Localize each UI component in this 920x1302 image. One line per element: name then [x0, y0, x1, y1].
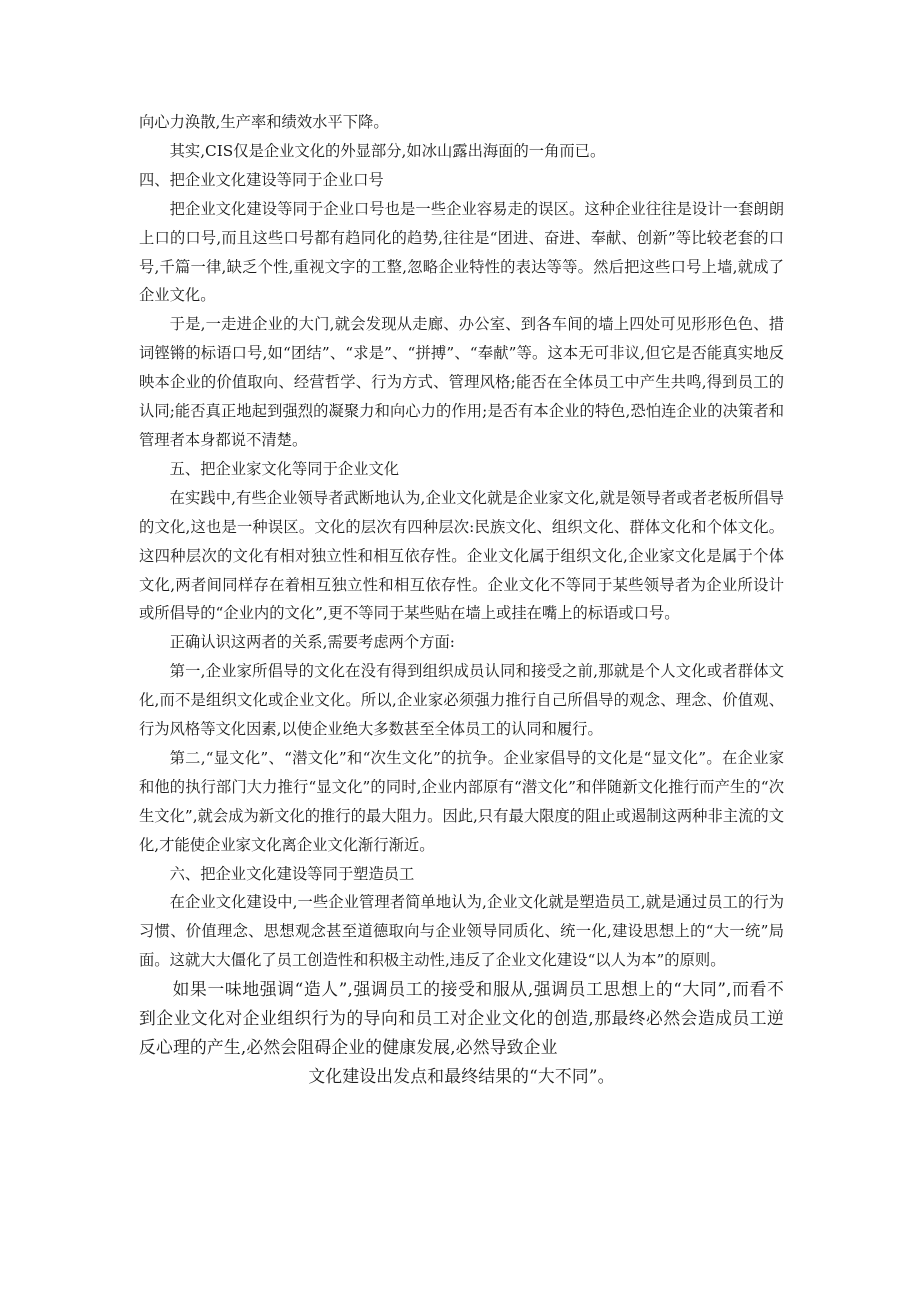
paragraph-cis: 其实,CIS仅是企业文化的外显部分,如冰山露出海面的一角而已。 — [169, 141, 606, 160]
paragraph-second-aspect: 第二,“显文化”、“潜文化”和“次生文化”的抗争。企业家倡导的文化是“显文化”。在企业家和他的执行部门大力推行“显文化”的同时,企业内部原有“潜文化”和伴随新文化推行而产生的“次生文化”,就会成为新文化的推行的最大阻力。因此,只有最大限度的阻止或遏制这两种非主流的文化,才能使企业家文化离企业文化渐行渐近。 — [139, 748, 784, 854]
document-body — [139, 108, 784, 1091]
paragraph-slogan-walls: 于是,一走进企业的大门,就会发现从走廊、办公室、到各车间的墙上四处可见形形色色、措词铿锵的标语口号,如“团结”、“求是”、“拼搏”、“奉献”等。这本无可非议,但它是否能真实地反映本企业的价值取向、经营哲学、行为方式、管理风格;能否在全体员工中产生共鸣,得到员工的认同;能否真正地起到强烈的凝聚力和向心力的作用;是否有本企业的特色,恐怕连企业的决策者和管理者本身都说不清楚。 — [139, 315, 784, 449]
paragraph-continuation: 向心力涣散,生产率和绩效水平下降。 — [139, 113, 389, 131]
paragraph-slogan-misconception: 把企业文化建设等同于企业口号也是一些企业容易走的误区。这种企业往往是设计一套朗朗上口的口号,而且这些口号都有趋同化的趋势,往往是“团进、奋进、奉献、创新”等比较老套的口号,千篇一律,缺乏个性,重视文字的工整,忽略企业特性的表达等等。然后把这些口号上墙,就成了企业文化。 — [139, 199, 784, 305]
paragraph-two-aspects: 正确认识这两者的关系,需要考虑两个方面: — [169, 633, 455, 652]
paragraph-conclusion: 如果一味地强调“造人”,强调员工的接受和服从,强调员工思想上的“大同”,而看不到企业文化对企业组织行为的导向和员工对企业文化的创造,那最终必然会造成员工逆反心理的产生,必然会阻碍企业的健康发展,必然导致企业 — [139, 979, 784, 1058]
paragraph-first-aspect: 第一,企业家所倡导的文化在没有得到组织成员认同和接受之前,那就是个人文化或者群体文化,而不是组织文化或企业文化。所以,企业家必须强力推行自己所倡导的观念、理念、价值观、行为风格等文化因素,以使企业绝大多数甚至全体员工的认同和履行。 — [139, 662, 784, 739]
section-heading-6: 六、把企业文化建设等同于塑造员工 — [169, 864, 415, 883]
paragraph-entrepreneur-culture: 在实践中,有些企业领导者武断地认为,企业文化就是企业家文化,就是领导者或者老板所倡导的文化,这也是一种误区。文化的层次有四种层次:民族文化、组织文化、群体文化和个体文化。这四种层次的文化有相对独立性和相互依存性。企业文化属于组织文化,企业家文化是属于个体文化,两者间同样存在着相互独立性和相互依存性。企业文化不等同于某些领导者为企业所设计或所倡导的“企业内的文化”,更不等同于某些贴在墙上或挂在嘴上的标语或口号。 — [139, 488, 784, 623]
section-heading-4: 四、把企业文化建设等同于企业口号 — [139, 170, 384, 189]
paragraph-conclusion-end: 文化建设出发点和最终结果的“大不同”。 — [308, 1066, 615, 1087]
section-heading-5: 五、把企业家文化等同于企业文化 — [169, 459, 400, 478]
paragraph-shaping-employees: 在企业文化建设中,一些企业管理者简单地认为,企业文化就是塑造员工,就是通过员工的行为习惯、价值理念、思想观念甚至道德取向与企业领导同质化、统一化,建设思想上的“大一统”局面。这就大大僵化了员工创造性和积极主动性,违反了企业文化建设“以人为本”的原则。 — [139, 893, 784, 970]
